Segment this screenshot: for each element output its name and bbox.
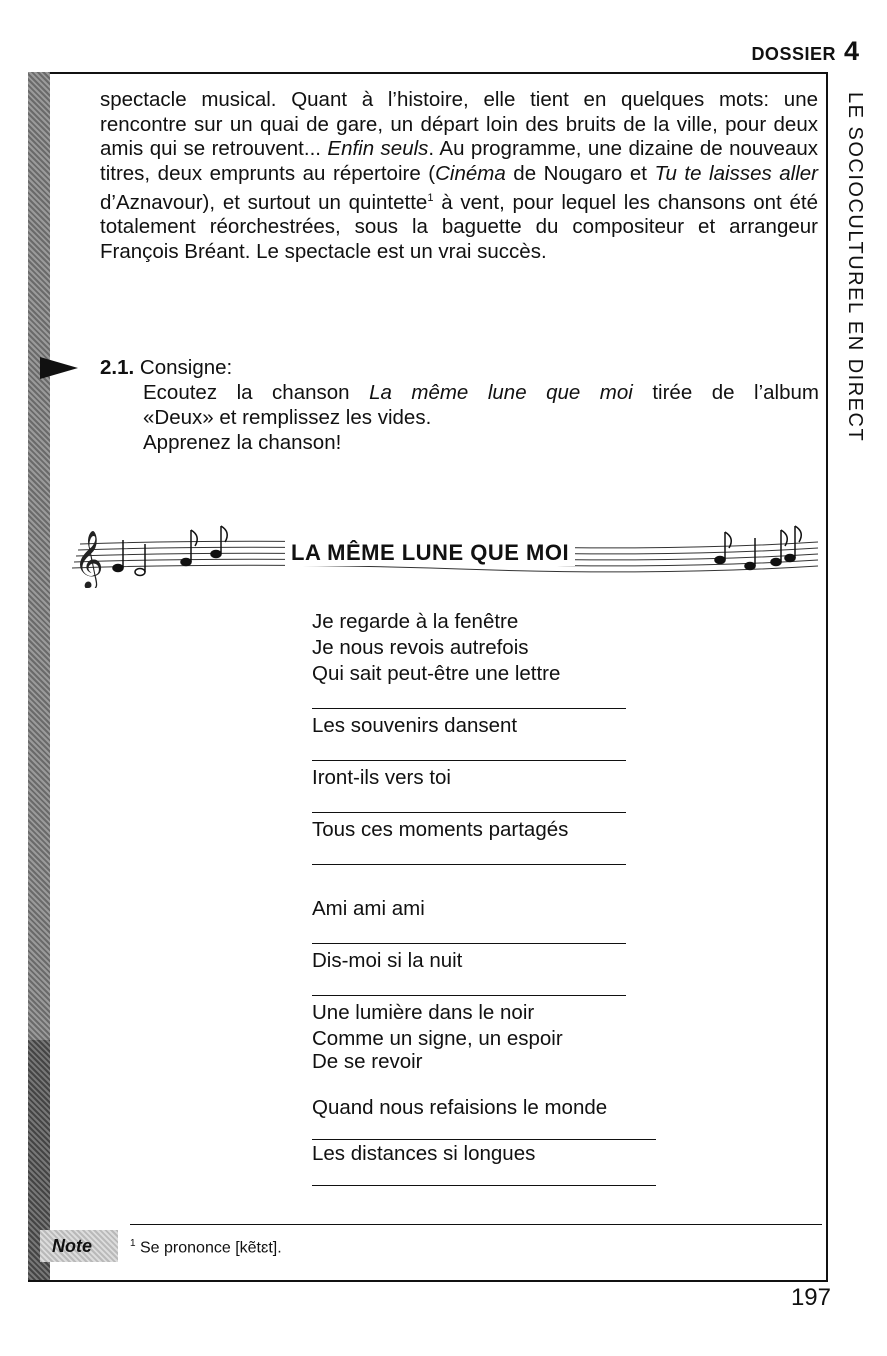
instruction-text-end: tirée de l’album: [632, 381, 819, 404]
page-header: [751, 36, 859, 67]
exercise-heading: [100, 355, 232, 380]
song-title-banner: [60, 518, 820, 588]
fill-in-blank[interactable]: [312, 943, 626, 944]
intro-text-1: spectacle musical. Quant à l’histoire, elle tient en quelques mots: une rencontre sur un quai de gare, un départ loin des bruits de la ville, pour deux amis qui se retrouvent...: [100, 88, 818, 160]
intro-italic-title: Enfin seuls: [327, 137, 429, 160]
svg-text:𝄞: 𝄞: [74, 530, 104, 588]
dossier-number: 4: [843, 36, 859, 66]
note-badge: Note: [40, 1230, 118, 1262]
intro-text-2: . Au programme, une dizaine de nouveaux titres, deux emprunts au répertoire (: [100, 137, 819, 185]
instruction-line-3: Apprenez la chanson!: [143, 431, 342, 454]
lyric-line: Qui sait peut-être une lettre: [312, 662, 561, 685]
lyric-line: Les distances si longues: [312, 1142, 536, 1165]
lyric-line: Les souvenirs dansent: [312, 714, 518, 737]
fill-in-blank[interactable]: [312, 1139, 656, 1140]
instruction-line-2: «Deux» et remplissez les vides.: [143, 406, 432, 429]
lyric-line: Quand nous refaisions le monde: [312, 1096, 608, 1119]
lyric-line: Tous ces moments partagés: [312, 818, 569, 841]
lyric-line: Iront-ils vers toi: [312, 766, 451, 789]
exercise-label: Consigne:: [139, 356, 233, 379]
footnote-text: Se prononce [kẽtɛt].: [135, 1239, 282, 1257]
intro-paragraph: [100, 88, 818, 264]
section-vertical-title: LE SOCIOCULTUREL EN DIRECT: [844, 92, 866, 443]
arrow-pointer-icon: [40, 357, 78, 379]
footnote-ref: 1: [427, 192, 434, 204]
exercise-body: [143, 380, 819, 455]
instruction-text: Ecoutez la chanson: [143, 381, 370, 404]
page-number: 197: [790, 1284, 831, 1311]
lyric-line: Comme un signe, un espoir: [312, 1027, 563, 1050]
fill-in-blank[interactable]: [312, 812, 626, 813]
exercise-number: 2.1.: [100, 356, 135, 379]
lyric-line: Je nous revois autrefois: [312, 636, 529, 659]
song-title: LA MÊME LUNE QUE MOI: [285, 540, 575, 566]
fill-in-blank[interactable]: [312, 708, 626, 709]
footnote: [130, 1238, 282, 1257]
intro-italic-cinema: Cinéma: [435, 161, 506, 185]
instruction-song-title: La même lune que moi: [369, 381, 633, 404]
lyric-line: De se revoir: [312, 1050, 423, 1073]
lyric-line: Dis-moi si la nuit: [312, 949, 463, 972]
instruction-line-1: [143, 380, 819, 405]
intro-text-5: à vent, pour lequel les chansons ont été totalement réorchestrées, sous la baguette du compositeur et arrangeur François Bréant. Le spectacle est un vrai succès.: [100, 190, 818, 263]
intro-text-4: d’Aznavour), et surtout un quintette: [100, 190, 428, 214]
fill-in-blank[interactable]: [312, 1185, 656, 1186]
fill-in-blank[interactable]: [312, 760, 626, 761]
footnote-number: 1: [130, 1238, 136, 1249]
lyric-line: Ami ami ami: [312, 897, 425, 920]
lyric-line: Une lumière dans le noir: [312, 1001, 535, 1024]
footnote-divider: [130, 1224, 822, 1225]
dossier-label: DOSSIER: [751, 44, 836, 64]
lyric-line: Je regarde à la fenêtre: [312, 610, 519, 633]
intro-text-3: de Nougaro et: [505, 161, 655, 185]
fill-in-blank[interactable]: [312, 864, 626, 865]
fill-in-blank[interactable]: [312, 995, 626, 996]
intro-italic-song: Tu te laisses aller: [654, 161, 818, 185]
